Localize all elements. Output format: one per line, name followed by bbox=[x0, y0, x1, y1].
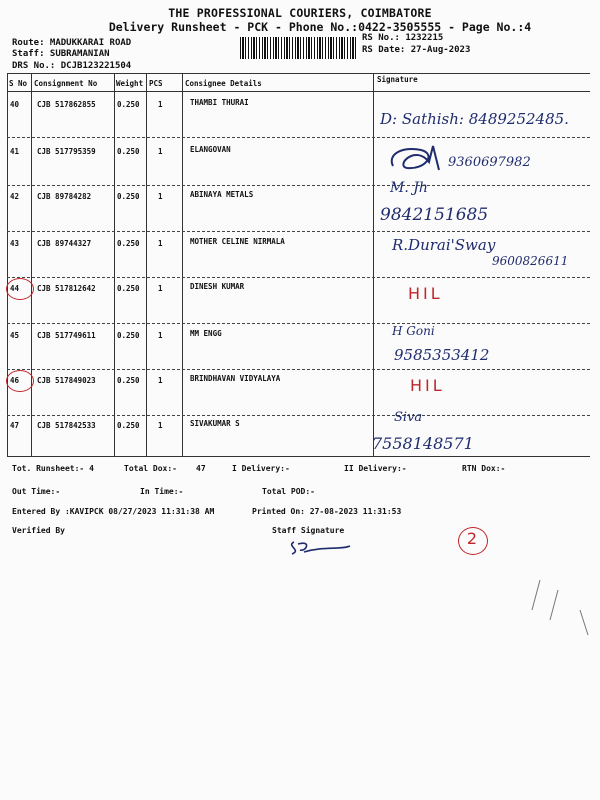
row-weight: 0.250 bbox=[117, 147, 140, 156]
rs-date: RS Date: 27-Aug-2023 bbox=[362, 45, 471, 55]
total-dox-label: Total Dox:- bbox=[124, 464, 177, 473]
runsheet-subtitle: Delivery Runsheet - PCK - Phone No.:0422-3505555 - Page No.:4 bbox=[108, 20, 532, 34]
row-pcs: 1 bbox=[158, 284, 163, 293]
row-sno: 44 bbox=[10, 284, 20, 293]
row-pcs: 1 bbox=[158, 331, 163, 340]
row-signature: M. Jh bbox=[390, 180, 428, 196]
out-time: Out Time:- bbox=[12, 487, 61, 496]
row-consignment: CJB 517862855 bbox=[37, 100, 96, 109]
row-weight: 0.250 bbox=[117, 376, 140, 385]
row-pcs: 1 bbox=[158, 239, 163, 248]
row-consignment: CJB 517795359 bbox=[37, 147, 96, 156]
row-phone: 9600826611 bbox=[492, 254, 569, 268]
row-consignee: THAMBI THURAI bbox=[190, 98, 249, 107]
row-consignee: BRINDHAVAN VIDYALAYA bbox=[190, 374, 281, 383]
row-consignee: MOTHER CELINE NIRMALA bbox=[190, 237, 285, 246]
row-weight: 0.250 bbox=[117, 284, 140, 293]
staff-signature bbox=[284, 536, 354, 558]
row-consignee: SIVAKUMAR S bbox=[190, 419, 240, 428]
row-phone: 7558148571 bbox=[372, 434, 474, 453]
drs-number: DRS No.: DCJB123221504 bbox=[12, 61, 132, 71]
row-consignee: ABINAYA METALS bbox=[190, 190, 254, 199]
row-consignment: CJB 89784282 bbox=[37, 192, 92, 201]
total-dox-value: 47 bbox=[196, 464, 206, 473]
row-sno: 40 bbox=[10, 100, 20, 109]
rs-number: RS No.: 1232215 bbox=[362, 33, 444, 43]
row-weight: 0.250 bbox=[117, 239, 140, 248]
staff-label: Staff: SUBRAMANIAN bbox=[12, 49, 110, 59]
entered-by: Entered By :KAVIPCK 08/27/2023 11:31:38 AM bbox=[12, 507, 215, 516]
row-consignment: CJB 517842533 bbox=[37, 421, 96, 430]
rtn-dox: RTN Dox:- bbox=[462, 464, 506, 473]
company-title: THE PROFESSIONAL COURIERS, COIMBATORE bbox=[168, 6, 432, 20]
row-consignee: MM ENGG bbox=[190, 329, 222, 338]
col-header-consignee: Consignee Details bbox=[185, 79, 262, 88]
row-pcs: 1 bbox=[158, 376, 163, 385]
row-pcs: 1 bbox=[158, 192, 163, 201]
row-sno: 41 bbox=[10, 147, 20, 156]
in-time: In Time:- bbox=[140, 487, 184, 496]
col-header-consignment: Consignment No bbox=[34, 79, 98, 88]
tot-runsheet: Tot. Runsheet:- 4 bbox=[12, 464, 94, 473]
row-weight: 0.250 bbox=[117, 331, 140, 340]
row-consignee: ELANGOVAN bbox=[190, 145, 231, 154]
row-consignment: CJB 517749611 bbox=[37, 331, 96, 340]
row-sno: 43 bbox=[10, 239, 20, 248]
total-pod: Total POD:- bbox=[262, 487, 315, 496]
row-consignee: DINESH KUMAR bbox=[190, 282, 245, 291]
row-phone: 9585353412 bbox=[394, 346, 490, 364]
row-consignment: CJB 89744327 bbox=[37, 239, 92, 248]
row-sno: 47 bbox=[10, 421, 20, 430]
row-weight: 0.250 bbox=[117, 100, 140, 109]
page-fold-mark bbox=[510, 580, 600, 660]
row-weight: 0.250 bbox=[117, 192, 140, 201]
col-header-sno: S No bbox=[9, 79, 28, 88]
row-signature: R.Durai'Sway bbox=[392, 236, 496, 254]
col-header-weight: Weight bbox=[116, 79, 144, 88]
row-status-mark: HIL bbox=[408, 284, 443, 303]
row-pcs: 1 bbox=[158, 100, 163, 109]
verified-by: Verified By bbox=[12, 526, 65, 535]
row-phone: 9842151685 bbox=[380, 205, 489, 225]
i-delivery: I Delivery:- bbox=[232, 464, 290, 473]
printed-on: Printed On: 27-08-2023 11:31:53 bbox=[252, 507, 402, 516]
row-status-mark: HIL bbox=[410, 376, 445, 395]
row-sno: 46 bbox=[10, 376, 20, 385]
col-header-pcs: PCS bbox=[149, 79, 163, 88]
row-phone: 9360697982 bbox=[448, 155, 531, 170]
row-sno: 42 bbox=[10, 192, 20, 201]
row-signature: Siva bbox=[394, 410, 423, 425]
row-pcs: 1 bbox=[158, 147, 163, 156]
row-signature: D: Sathish: 8489252485. bbox=[380, 110, 569, 128]
ii-delivery: II Delivery:- bbox=[344, 464, 407, 473]
staff-signature-label: Staff Signature bbox=[272, 526, 345, 535]
col-header-signature: Signature bbox=[377, 75, 418, 84]
circled-number: 2 bbox=[466, 529, 478, 548]
row-sno: 45 bbox=[10, 331, 20, 340]
barcode bbox=[240, 37, 358, 59]
row-pcs: 1 bbox=[158, 421, 163, 430]
route-label: Route: MADUKKARAI ROAD bbox=[12, 38, 132, 48]
row-signature: H Goni bbox=[392, 324, 435, 338]
row-consignment: CJB 517812642 bbox=[37, 284, 96, 293]
row-weight: 0.250 bbox=[117, 421, 140, 430]
row-consignment: CJB 517849023 bbox=[37, 376, 96, 385]
